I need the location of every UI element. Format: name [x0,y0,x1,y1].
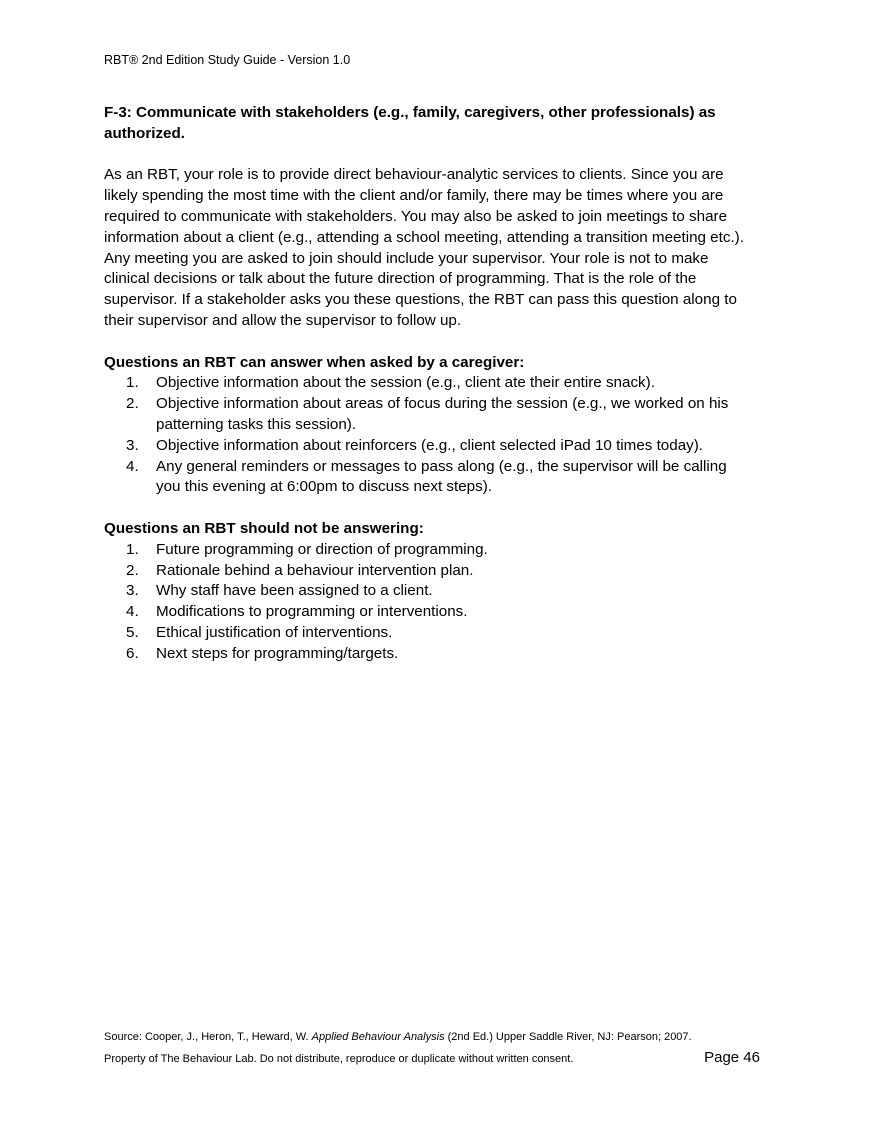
page-number: Page 46 [704,1049,760,1066]
footer-row [104,1048,760,1068]
should-not-answer-heading: Questions an RBT should not be answering: [104,519,424,537]
source-prefix: Source: Cooper, J., Heron, T., Heward, W. [104,1031,312,1043]
document-footer [104,1029,760,1068]
section-title: F-3: Communicate with stakeholders (e.g., family, caregivers, other professionals) as authorized. [104,104,716,142]
list-item-number: 4. [126,603,139,621]
list-item-number: 6. [126,644,139,662]
intro-paragraph: As an RBT, your role is to provide direct behaviour-analytic services to clients. Since you are likely spending the most time with the client and/or family, there may be times where you are required to communicate with stakeholders. You may also be asked to join meetings to share information about a client (e.g., attending a school meeting, attending a transition meeting etc.). Any meeting you are asked to join should include your supervisor. Your role is not to make clinical decisions or talk about the future direction of programming. That is the role of the supervisor. If a stakeholder asks you these questions, the RBT can pass this question along to their supervisor and allow the supervisor to follow up. [104,166,744,329]
list-item-text: Ethical justification of interventions. [156,623,393,641]
list-item-text: Next steps for programming/targets. [156,644,399,662]
page-content [104,103,784,685]
can-answer-list [104,373,784,498]
list-item-text: Why staff have been assigned to a client. [156,582,433,600]
list-item [104,436,784,457]
list-item-number: 5. [126,623,139,641]
list-item-number: 1. [126,374,139,392]
list-item [104,457,784,499]
list-item-number: 1. [126,540,139,558]
source-citation [104,1029,760,1045]
list-item [104,540,784,561]
list-item-text: Objective information about the session (e.g., client ate their entire snack). [156,374,655,392]
can-answer-heading: Questions an RBT can answer when asked by a caregiver: [104,353,525,371]
list-item-text: Modifications to programming or interventions. [156,603,468,621]
source-title: Applied Behaviour Analysis [311,1031,445,1043]
list-item [104,623,784,644]
list-item [104,602,784,623]
list-item-number: 2. [126,561,139,579]
list-item-text: Any general reminders or messages to pass along (e.g., the supervisor will be calling you this evening at 6:00pm to discuss next steps). [156,457,727,496]
document-header: RBT® 2nd Edition Study Guide - Version 1.0 [104,53,351,67]
list-item-text: Objective information about areas of focus during the session (e.g., we worked on his patterning tasks this session). [156,395,729,433]
source-suffix: (2nd Ed.) Upper Saddle River, NJ: Pearson; 2007. [444,1031,692,1043]
list-item-number: 2. [126,395,139,413]
list-item [104,581,784,602]
property-notice: Property of The Behaviour Lab. Do not distribute, reproduce or duplicate without written consent. [104,1053,574,1065]
list-item-number: 3. [126,436,139,454]
list-item-number: 4. [126,457,139,475]
list-item [104,394,784,436]
list-item-number: 3. [126,582,139,600]
list-item-text: Rationale behind a behaviour intervention plan. [156,561,474,579]
list-item-text: Objective information about reinforcers (e.g., client selected iPad 10 times today). [156,436,704,454]
list-item [104,373,784,394]
should-not-answer-list [104,540,784,665]
list-item [104,561,784,582]
list-item-text: Future programming or direction of programming. [156,540,488,558]
list-item [104,644,784,665]
